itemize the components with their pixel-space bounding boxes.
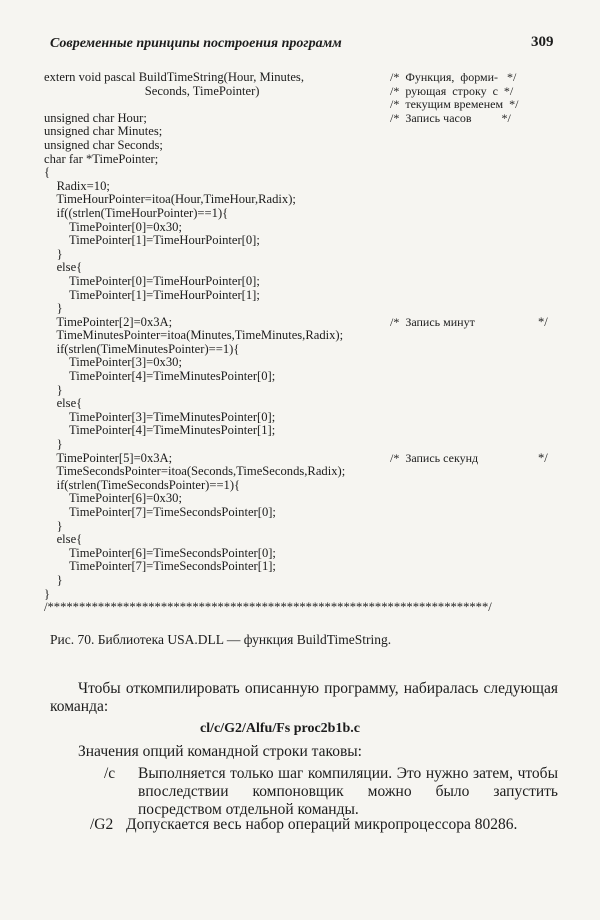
code-line [44,221,564,235]
code-line [44,248,564,262]
code-line [44,424,564,438]
code-text: /**********************************************************************/ [44,600,492,615]
options-intro: Значения опций командной строки таковы: [78,743,362,760]
code-line [44,71,564,85]
code-line [44,85,564,99]
code-line [44,533,564,547]
code-line [44,479,564,493]
code-line [44,193,564,207]
code-text: TimePointer[0]=TimeHourPointer[0]; [44,273,260,288]
code-text: TimePointer[7]=TimeSecondsPointer[1]; [44,559,276,574]
code-text: TimeSecondsPointer=itoa(Seconds,TimeSeconds,Radix); [44,464,346,479]
code-text: char far *TimePointer; [44,151,159,166]
code-line [44,207,564,221]
code-text: if(strlen(TimeSecondsPointer)==1){ [44,477,241,492]
option-key: /G2 [90,816,114,833]
code-line [44,98,564,112]
code-line [44,438,564,452]
code-text: if((strlen(TimeHourPointer)==1){ [44,205,229,220]
code-comment: /* текущим временем */ [390,97,519,112]
code-text: TimePointer[1]=TimeHourPointer[0]; [44,233,260,248]
code-line [44,370,564,384]
compile-command: cl/c/G2/Alfu/Fs proc2b1b.c [200,721,360,736]
code-line [44,275,564,289]
code-line [44,166,564,180]
code-line [44,492,564,506]
code-line [44,125,564,139]
code-text: } [44,518,63,533]
code-text: TimePointer[7]=TimeSecondsPointer[0]; [44,505,276,519]
running-header: Современные принципы построения программ [50,36,342,51]
option-c [104,765,558,821]
code-line [44,588,564,602]
code-text: Radix=10; [44,178,110,193]
code-comment: /* Запись часов */ [390,110,511,125]
code-comment-end: */ [538,314,548,329]
code-line [44,261,564,275]
code-line [44,384,564,398]
code-text: TimeMinutesPointer=itoa(Minutes,TimeMinutes,Radix); [44,328,344,343]
code-text: } [44,246,63,261]
code-text: } [44,572,63,587]
code-text: if(strlen(TimeMinutesPointer)==1){ [44,341,240,356]
figure-caption: Рис. 70. Библиотека USA.DLL — функция BuildTimeString. [50,632,392,647]
code-text: unsigned char Seconds; [44,137,163,152]
code-text: TimePointer[4]=TimeMinutesPointer[0]; [44,369,276,384]
intro-paragraph: Чтобы откомпилировать описанную программу, набиралась следующая команда: [50,680,558,715]
page-number: 309 [531,34,554,50]
code-text: TimePointer[3]=0x30; [44,355,182,370]
code-line [44,139,564,153]
code-text: TimePointer[6]=0x30; [44,491,182,506]
code-text: TimePointer[2]=0x3A; [44,314,173,329]
code-line [44,112,564,126]
code-line [44,452,564,466]
option-description: Выполняется только шаг компиляции. Это нужно затем, чтобы впоследствии компоновщик можно было запустить посредством отдельной команды. [138,765,558,818]
code-comment-end: */ [538,450,548,465]
code-line [44,547,564,561]
code-line [44,234,564,248]
option-g2 [90,816,558,856]
code-listing [44,71,564,615]
code-text: } [44,586,51,601]
code-text: TimePointer[6]=TimeSecondsPointer[0]; [44,545,276,560]
code-comment: /* Запись секунд [390,450,479,465]
code-text: else{ [44,532,83,547]
code-comment: /* Запись минут [390,314,475,329]
code-line [44,153,564,167]
code-line [44,465,564,479]
code-text: { [44,165,51,180]
code-comment: /* Функция, форми- */ [390,70,517,84]
code-line [44,356,564,370]
code-line [44,397,564,411]
code-line [44,343,564,357]
code-line [44,180,564,194]
code-comment: /* рующая строку с */ [390,83,514,98]
code-text: else{ [44,260,83,275]
option-description: Допускается весь набор операций микропроцессора 80286. [126,816,518,833]
code-text: TimePointer[0]=0x30; [44,219,182,234]
code-text: TimePointer[5]=0x3A; [44,450,173,465]
code-line [44,506,564,520]
code-text: TimePointer[1]=TimeHourPointer[1]; [44,287,260,302]
code-line [44,520,564,534]
option-key: /c [104,765,116,782]
code-text: } [44,437,63,452]
code-line [44,302,564,316]
code-text: TimePointer[4]=TimeMinutesPointer[1]; [44,423,276,438]
code-text: } [44,382,63,397]
code-line [44,329,564,343]
code-text: extern void pascal BuildTimeString(Hour, Minutes, [44,70,304,84]
code-line [44,316,564,330]
code-text: TimeHourPointer=itoa(Hour,TimeHour,Radix); [44,192,296,207]
code-line [44,289,564,303]
code-text: unsigned char Hour; [44,110,147,125]
code-text: } [44,301,63,316]
code-text: else{ [44,396,83,411]
code-text: Seconds, TimePointer) [44,83,260,98]
code-line [44,411,564,425]
code-text: unsigned char Minutes; [44,124,163,139]
code-line [44,601,564,615]
code-line [44,574,564,588]
code-text: TimePointer[3]=TimeMinutesPointer[0]; [44,409,276,424]
code-line [44,560,564,574]
